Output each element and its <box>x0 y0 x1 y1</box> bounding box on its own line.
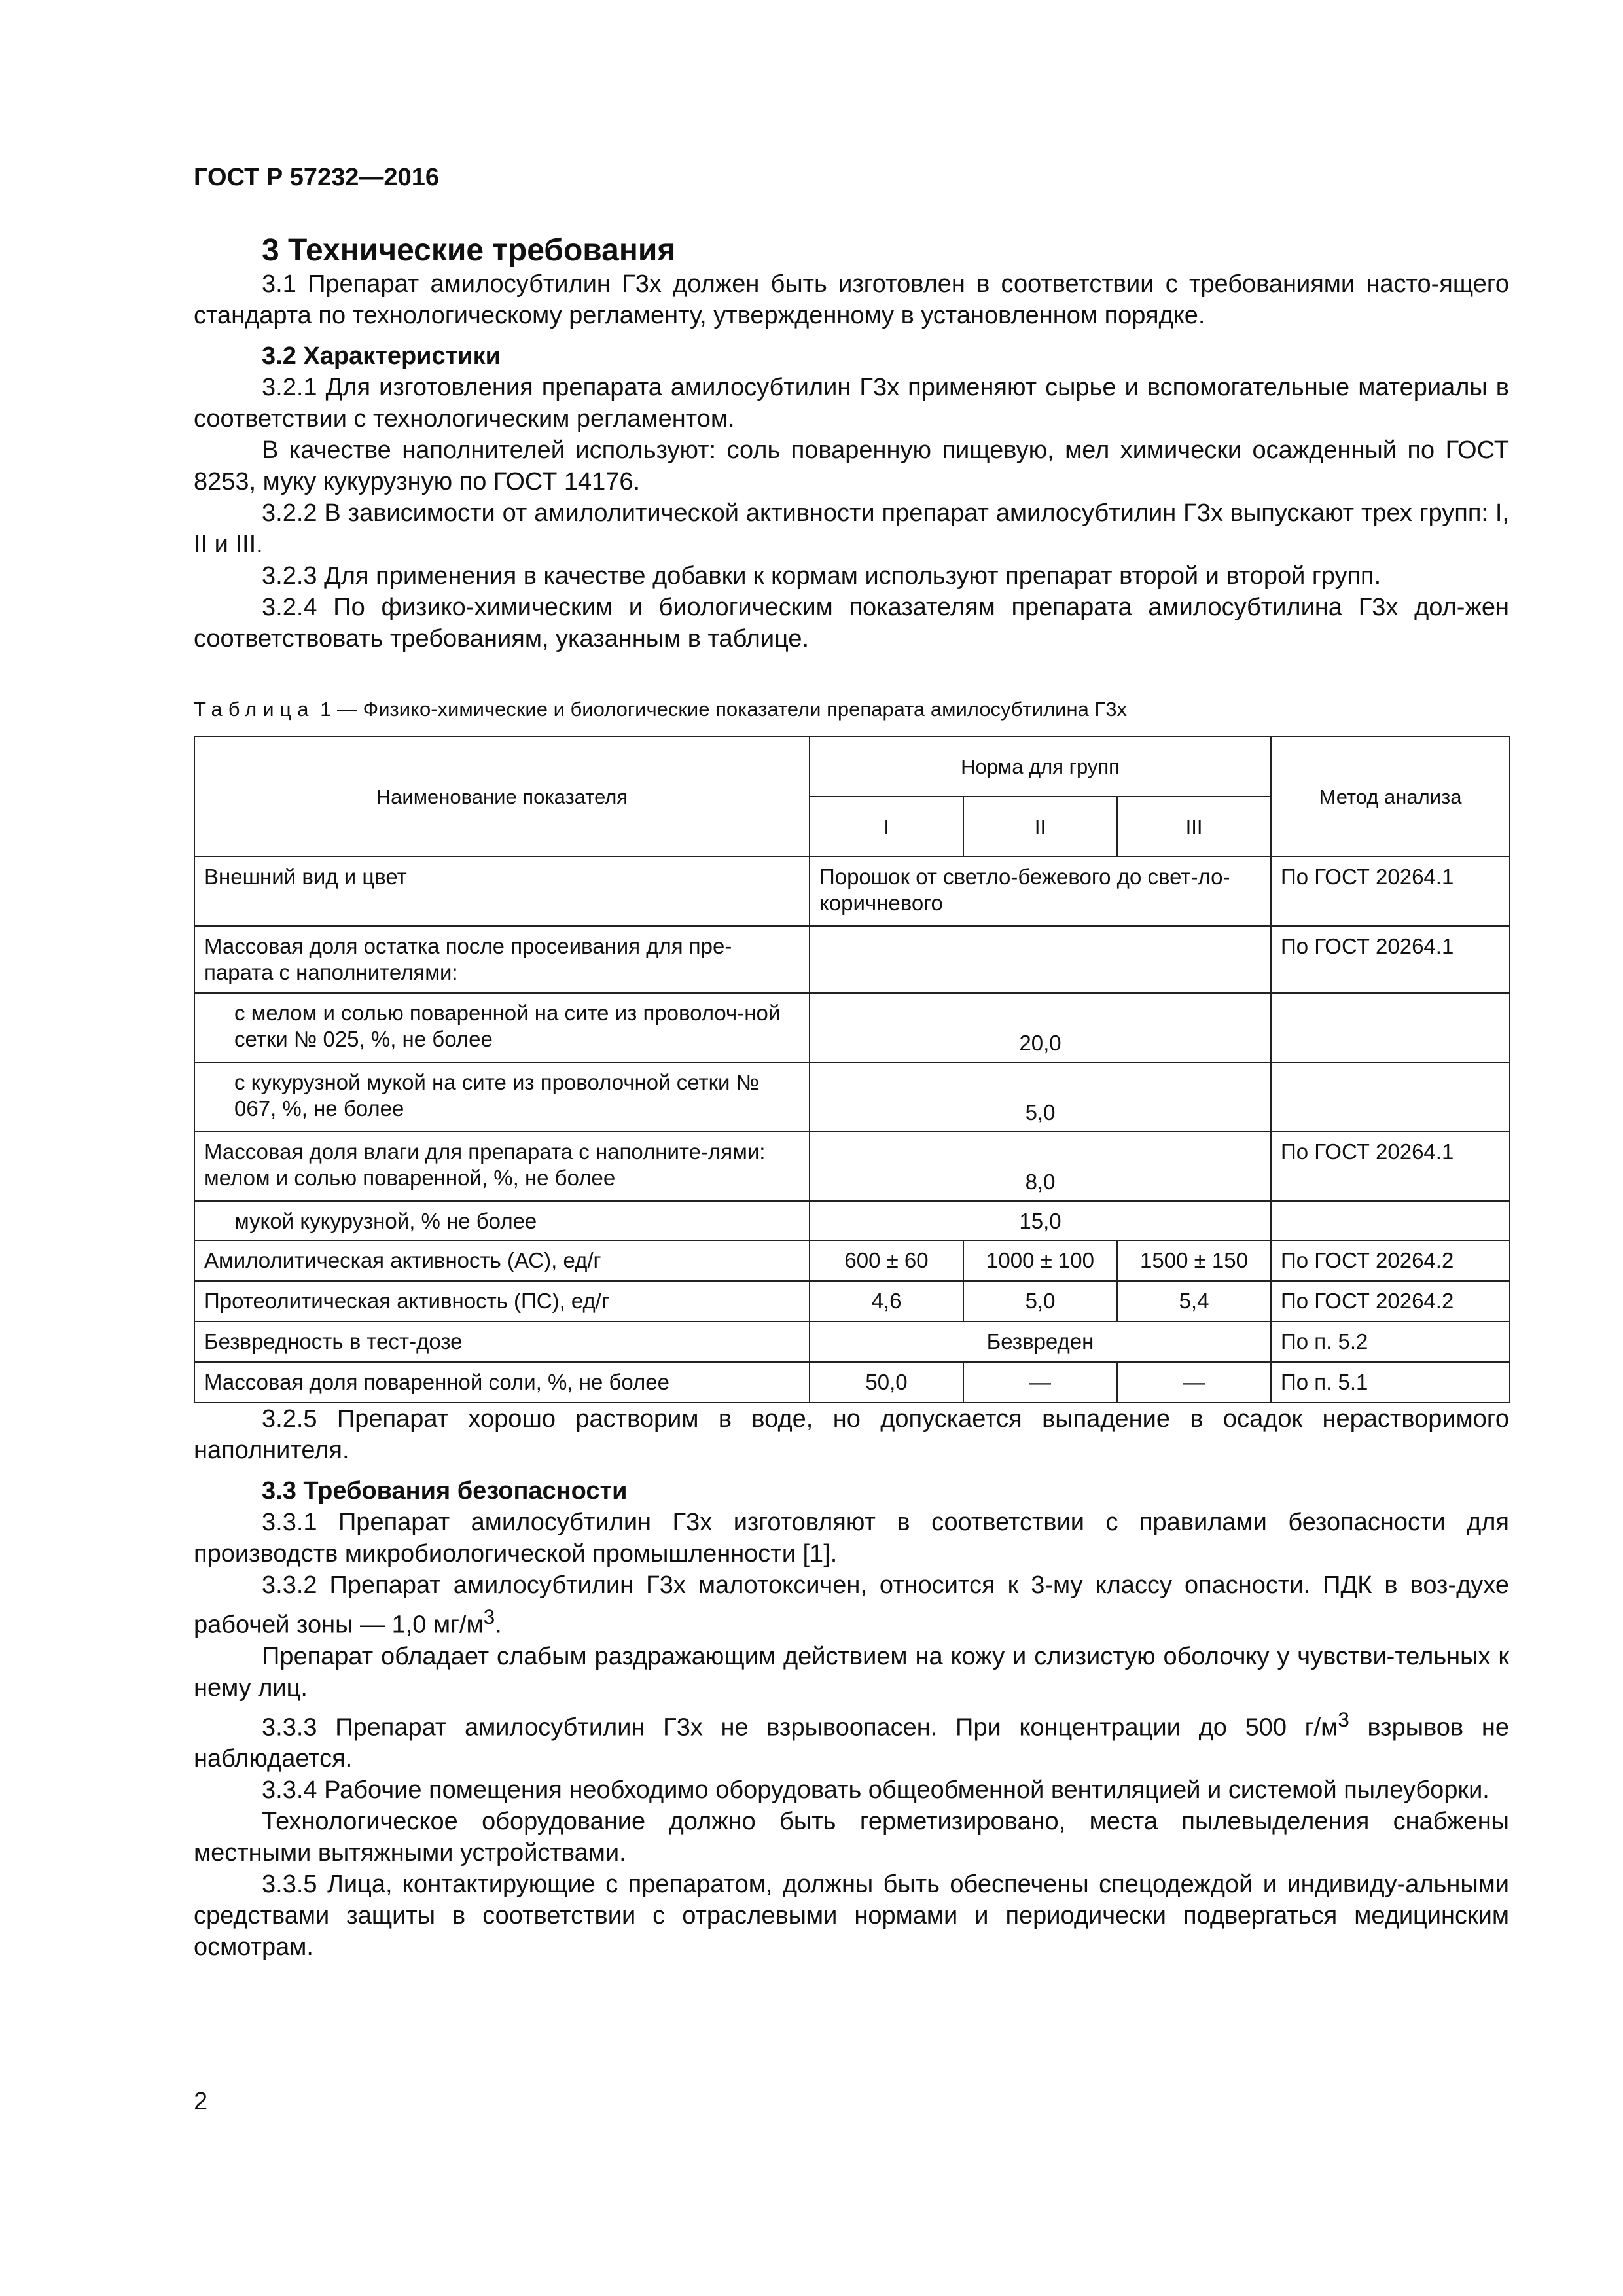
cell-group-2: 1000 ± 100 <box>963 1240 1117 1281</box>
cell-norm: 15,0 <box>810 1201 1271 1240</box>
paragraph-3-3-3-text: 3.3.3 Препарат амилосубтилин Г3х не взрывоопасен. При концентрации до 500 г/м <box>262 1713 1338 1742</box>
cell-method: По ГОСТ 20264.2 <box>1271 1281 1510 1321</box>
paragraph-3-2-3: 3.2.3 Для применения в качестве добавки к кормам используют препарат второй и второй групп. <box>262 562 1382 590</box>
paragraph-3-3-2 <box>194 1570 1509 1641</box>
cell-group-1: 50,0 <box>810 1362 963 1403</box>
subsection-3-3-title: 3.3 Требования безопасности <box>262 1477 628 1505</box>
table-row <box>194 1362 1510 1403</box>
table-row <box>194 857 1510 926</box>
cell-method: По ГОСТ 20264.2 <box>1271 1240 1510 1281</box>
subsection-3-2-title: 3.2 Характеристики <box>262 342 501 370</box>
cell-norm: 5,0 <box>810 1062 1271 1132</box>
table-row <box>194 926 1510 993</box>
cell-norm: Порошок от светло-бежевого до свет-ло-коричневого <box>810 857 1271 926</box>
header-group-2: II <box>963 797 1117 857</box>
cell-name: с мелом и солью поваренной на сите из проволоч-ной сетки № 025, %, не более <box>194 993 810 1062</box>
header-method: Метод анализа <box>1271 736 1510 857</box>
paragraph-irritant: Препарат обладает слабым раздражающим действием на кожу и слизистую оболочку у чувстви-тельных к нему лиц. <box>194 1642 1509 1702</box>
paragraph-3-3-2-text: 3.3.2 Препарат амилосубтилин Г3х малотоксичен, относится к 3-му классу опасности. ПДК в воз-духе рабочей зоны — 1,0 мг/м <box>194 1571 1509 1639</box>
cell-group-3: 5,4 <box>1117 1281 1271 1321</box>
document-page <box>194 164 1509 1963</box>
section-title: 3 Технические требования <box>262 233 676 268</box>
cell-norm: 20,0 <box>810 993 1271 1062</box>
paragraph-3-2-1: 3.2.1 Для изготовления препарата амилосубтилин Г3х применяют сырье и вспомогательные материалы в соответствии с технологическим регламентом. <box>194 374 1509 433</box>
cell-norm: Безвреден <box>810 1321 1271 1362</box>
cell-name: мукой кукурузной, % не более <box>194 1201 810 1240</box>
cell-group-1: 600 ± 60 <box>810 1240 963 1281</box>
document-header: ГОСТ Р 57232—2016 <box>194 164 439 191</box>
cell-method-empty <box>1271 1062 1510 1132</box>
indicators-table <box>194 736 1510 1403</box>
cell-group-3: 1500 ± 150 <box>1117 1240 1271 1281</box>
cell-group-2: 5,0 <box>963 1281 1117 1321</box>
cell-method: По п. 5.1 <box>1271 1362 1510 1403</box>
paragraph-fillers: В качестве наполнителей используют: соль поваренную пищевую, мел химически осажденный по ГОСТ 8253, муку кукурузную по ГОСТ 14176. <box>194 437 1509 495</box>
table-row <box>194 993 1510 1062</box>
cell-name: с кукурузной мукой на сите из проволочной сетки № 067, %, не более <box>194 1062 810 1132</box>
cell-name: Протеолитическая активность (ПС), ед/г <box>194 1281 810 1321</box>
cell-name: Массовая доля остатка после просеивания для пре-парата с наполнителями: <box>194 926 810 993</box>
table-row <box>194 1201 1510 1240</box>
cell-method: По ГОСТ 20264.1 <box>1271 1132 1510 1201</box>
paragraph-equipment: Технологическое оборудование должно быть герметизировано, места пылевыделения снабжены местными вытяжными устройствами. <box>194 1808 1509 1867</box>
table-row <box>194 1062 1510 1132</box>
paragraph-3-3-5: 3.3.5 Лица, контактирующие с препаратом, должны быть обеспечены спецодеждой и индивиду-альными средствами защиты в соответствии с отраслевыми нормами и периодически подвергаться медицинским осмотрам. <box>194 1871 1509 1962</box>
cell-method: По ГОСТ 20264.1 <box>1271 926 1510 993</box>
cell-method: По ГОСТ 20264.1 <box>1271 857 1510 926</box>
superscript-3: 3 <box>1338 1707 1349 1731</box>
cell-name: Безвредность в тест-дозе <box>194 1321 810 1362</box>
cell-name: Амилолитическая активность (АС), ед/г <box>194 1240 810 1281</box>
header-group-1: I <box>810 797 963 857</box>
paragraph-3-3-4: 3.3.4 Рабочие помещения необходимо оборудовать общеобменной вентиляцией и системой пылеуборки. <box>262 1776 1489 1804</box>
table-header-row <box>194 736 1510 797</box>
paragraph-3-3-2-end: . <box>495 1611 502 1639</box>
paragraph-3-2-4: 3.2.4 По физико-химическим и биологическим показателям препарата амилосубтилина Г3х дол-жен соответствовать требованиям, указанным в таблице. <box>194 594 1509 653</box>
header-group-3: III <box>1117 797 1271 857</box>
cell-norm-empty <box>810 926 1271 993</box>
paragraph-3-3-3 <box>194 1704 1509 1775</box>
cell-name: Массовая доля поваренной соли, %, не более <box>194 1362 810 1403</box>
table-row <box>194 1281 1510 1321</box>
table-row <box>194 1132 1510 1201</box>
paragraph-3-3-3-end: взрывов не наблюдается. <box>194 1713 1510 1773</box>
cell-group-2: — <box>963 1362 1117 1403</box>
paragraph-3-2-2: 3.2.2 В зависимости от амилолитической активности препарат амилосубтилин Г3х выпускают трех групп: I, II и III. <box>194 499 1509 558</box>
page-number: 2 <box>194 2088 208 2115</box>
cell-group-1: 4,6 <box>810 1281 963 1321</box>
cell-name: Внешний вид и цвет <box>194 857 810 926</box>
paragraph-3-2-5: 3.2.5 Препарат хорошо растворим в воде, но допускается выпадение в осадок нерастворимого наполнителя. <box>194 1405 1509 1464</box>
cell-method: По п. 5.2 <box>1271 1321 1510 1362</box>
superscript-3: 3 <box>483 1605 495 1628</box>
table-row <box>194 1321 1510 1362</box>
table-caption-word: Таблица <box>194 698 315 721</box>
cell-name: Массовая доля влаги для препарата с наполните-лями: мелом и солью поваренной, %, не более <box>194 1132 810 1201</box>
header-name: Наименование показателя <box>194 736 810 857</box>
paragraph-3-3-1: 3.3.1 Препарат амилосубтилин Г3х изготовляют в соответствии с правилами безопасности для производств микробиологической промышленности [1]. <box>194 1509 1509 1568</box>
cell-method-empty <box>1271 993 1510 1062</box>
cell-norm: 8,0 <box>810 1132 1271 1201</box>
table-row <box>194 1240 1510 1281</box>
cell-method-empty <box>1271 1201 1510 1240</box>
cell-group-3: — <box>1117 1362 1271 1403</box>
paragraph-3-1: 3.1 Препарат амилосубтилин Г3х должен быть изготовлен в соответствии с требованиями насто-ящего стандарта по технологическому регламенту, утвержденному в установленном порядке. <box>194 270 1509 329</box>
table-caption <box>194 698 1509 721</box>
table-caption-text: 1 — Физико-химические и биологические показатели препарата амилосубтилина Г3х <box>314 698 1127 721</box>
header-norm: Норма для групп <box>810 736 1271 797</box>
